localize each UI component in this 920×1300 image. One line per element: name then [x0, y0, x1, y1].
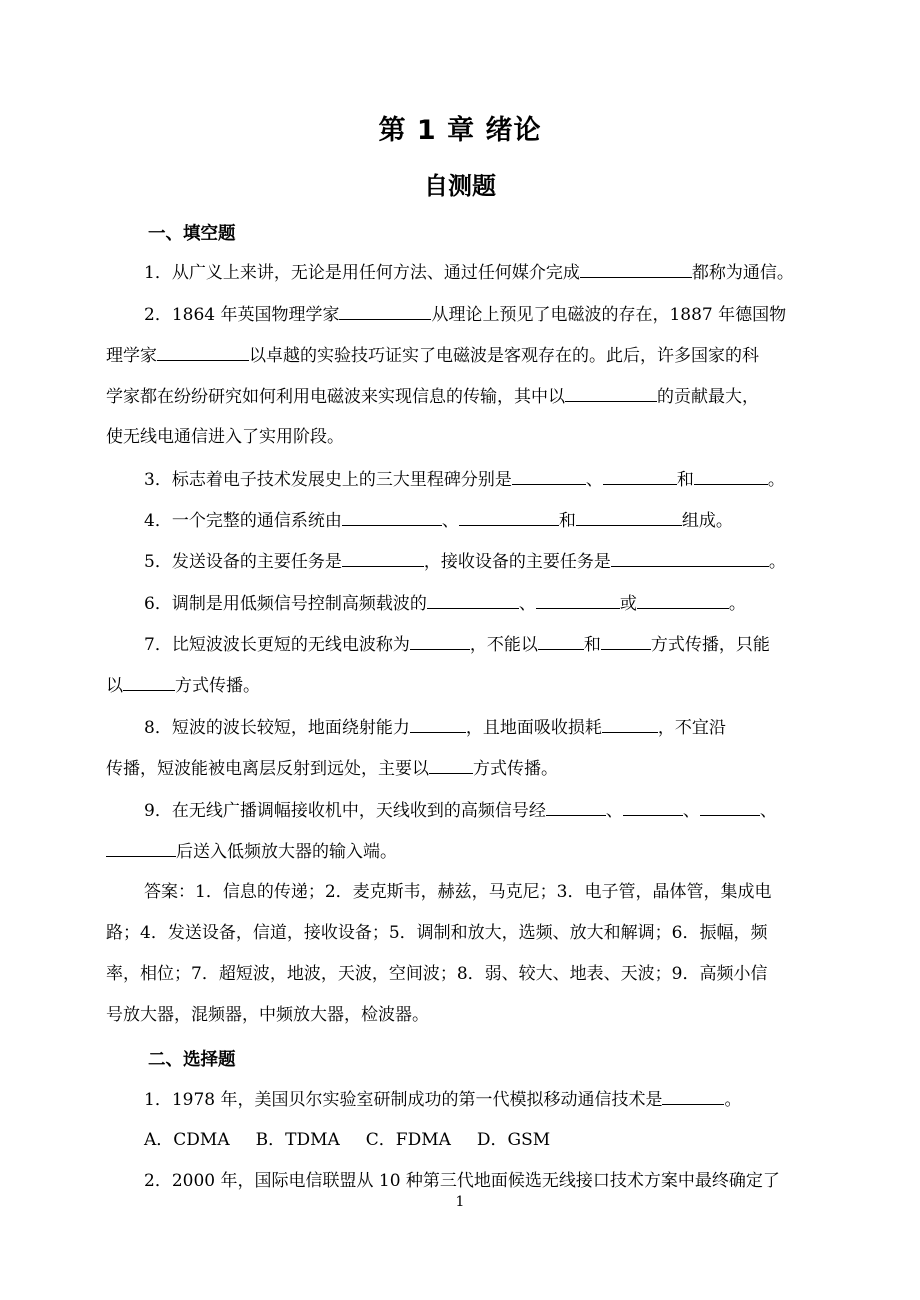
- question-text: 。: [768, 552, 786, 572]
- answer-blank: [694, 466, 768, 485]
- option-b: B．TDMA: [255, 1130, 340, 1150]
- question-2-line-3: [106, 383, 826, 410]
- question-text: 、: [682, 801, 700, 821]
- question-text: 8．短波的波长较短，地面绕射能力: [144, 718, 410, 738]
- question-text: 方式传播，只能: [650, 635, 770, 655]
- question-text: 方式传播。: [473, 759, 558, 779]
- question-text: 3．标志着电子技术发展史上的三大里程碑分别是: [144, 470, 512, 490]
- question-9-line-1: [144, 797, 826, 824]
- question-text: 组成。: [681, 511, 733, 531]
- answer-blank: [157, 342, 249, 361]
- answers-line-3: 率，相位；7．超短波，地波，天波，空间波；8．弱、较大、地表、天波；9．高频小信: [106, 964, 768, 984]
- answer-blank: [546, 797, 606, 816]
- answer-blank: [123, 672, 175, 691]
- question-text: ，接收设备的主要任务是: [423, 552, 611, 572]
- answer-blank: [427, 590, 519, 609]
- question-text: 和: [583, 635, 601, 655]
- option-d: D．GSM: [476, 1130, 551, 1150]
- answer-blank: [580, 259, 692, 278]
- question-text: 9．在无线广播调幅接收机中，天线收到的高频信号经: [144, 801, 546, 821]
- question-7-line-2: [106, 672, 826, 699]
- answer-blank: [410, 714, 466, 733]
- question-9-line-2: [106, 838, 826, 865]
- question-2-line-1: [144, 301, 826, 328]
- answer-blank: [512, 466, 586, 485]
- option-a: A．CDMA: [144, 1130, 230, 1150]
- question-text: 和: [676, 470, 694, 490]
- question-text: 、: [605, 801, 623, 821]
- question-text: 1．1978 年，美国贝尔实验室研制成功的第一代模拟移动通信技术是: [144, 1090, 663, 1110]
- page-number: 1: [455, 1194, 465, 1210]
- answer-blank: [538, 631, 584, 650]
- answer-blank: [700, 797, 760, 816]
- question-text: 理学家: [106, 346, 157, 366]
- answer-blank: [339, 301, 431, 320]
- section-heading-multiple-choice: 二、选择题: [148, 1050, 236, 1070]
- section-heading-fill-in: 一、填空题: [148, 224, 236, 244]
- answers-line-4: 号放大器，混频器，中频放大器，检波器。: [106, 1005, 429, 1025]
- question-text: 的贡献最大，: [657, 387, 759, 407]
- question-text: ，不宜沿: [657, 718, 726, 738]
- question-text: ，且地面吸收损耗: [465, 718, 602, 738]
- question-text: 2．1864 年英国物理学家: [144, 305, 340, 325]
- answer-blank: [602, 714, 658, 733]
- question-text: 、: [759, 801, 777, 821]
- question-text: 、: [585, 470, 603, 490]
- answer-blank: [342, 507, 442, 526]
- answer-blank: [603, 466, 677, 485]
- question-text: 以卓越的实验技巧证实了电磁波是客观存在的。此后，许多国家的科: [249, 346, 759, 366]
- answers-line-1: 答案：1．信息的传递；2．麦克斯韦，赫兹，马克尼；3．电子管，晶体管，集成电: [144, 882, 772, 902]
- question-text: 方式传播。: [175, 676, 260, 696]
- question-7-line-1: [144, 631, 826, 658]
- page-subtitle: 自测题: [424, 172, 496, 200]
- question-6: [144, 590, 826, 617]
- choice-question-1: [144, 1086, 826, 1113]
- question-text: 传播，短波能被电离层反射到远处，主要以: [106, 759, 429, 779]
- question-text: 或: [619, 594, 637, 614]
- question-8-line-2: [106, 755, 826, 782]
- answer-blank: [342, 548, 424, 567]
- choice-question-2: 2．2000 年，国际电信联盟从 10 种第三代地面候选无线接口技术方案中最终确定了: [144, 1171, 780, 1191]
- question-text: 。: [724, 1090, 742, 1110]
- question-text: 从理论上预见了电磁波的存在，1887 年德国物: [431, 305, 787, 325]
- question-4: [144, 507, 826, 534]
- answer-blank: [565, 383, 657, 402]
- question-5: [144, 548, 826, 575]
- option-c: C．FDMA: [365, 1130, 451, 1150]
- answer-blank: [576, 507, 682, 526]
- answer-blank: [106, 838, 176, 857]
- question-text: ，不能以: [469, 635, 538, 655]
- answer-blank: [623, 797, 683, 816]
- answer-blank: [601, 631, 651, 650]
- answer-blank: [429, 755, 473, 774]
- question-2-line-2: [106, 342, 826, 369]
- question-3: [144, 466, 826, 493]
- answer-blank: [611, 548, 769, 567]
- answer-blank: [459, 507, 559, 526]
- answer-blank: [637, 590, 729, 609]
- answer-blank: [536, 590, 620, 609]
- answer-blank: [662, 1086, 724, 1105]
- question-text: 以: [106, 676, 123, 696]
- question-text: 、: [441, 511, 459, 531]
- question-text: 都称为通信。: [691, 263, 794, 283]
- question-text: 4．一个完整的通信系统由: [144, 511, 342, 531]
- choice-question-1-options: [144, 1127, 826, 1153]
- question-text: 。: [767, 470, 785, 490]
- question-text: 、: [518, 594, 536, 614]
- question-text: 6．调制是用低频信号控制高频载波的: [144, 594, 427, 614]
- question-text: 5．发送设备的主要任务是: [144, 552, 342, 572]
- question-text: 学家都在纷纷研究如何利用电磁波来实现信息的传输，其中以: [106, 387, 565, 407]
- chapter-title: 第 1 章 绪论: [378, 115, 542, 146]
- question-2-line-4: 使无线电通信进入了实用阶段。: [106, 427, 344, 447]
- question-text: 和: [558, 511, 576, 531]
- question-text: 。: [728, 594, 746, 614]
- answer-blank: [410, 631, 470, 650]
- question-1: [144, 259, 826, 286]
- question-text: 1．从广义上来讲，无论是用任何方法、通过任何媒介完成: [144, 263, 580, 283]
- question-text: 后送入低频放大器的输入端。: [176, 842, 397, 862]
- question-text: 7．比短波波长更短的无线电波称为: [144, 635, 410, 655]
- question-8-line-1: [144, 714, 826, 741]
- answers-line-2: 路；4．发送设备，信道，接收设备；5．调制和放大，选频、放大和解调；6．振幅，频: [106, 923, 768, 943]
